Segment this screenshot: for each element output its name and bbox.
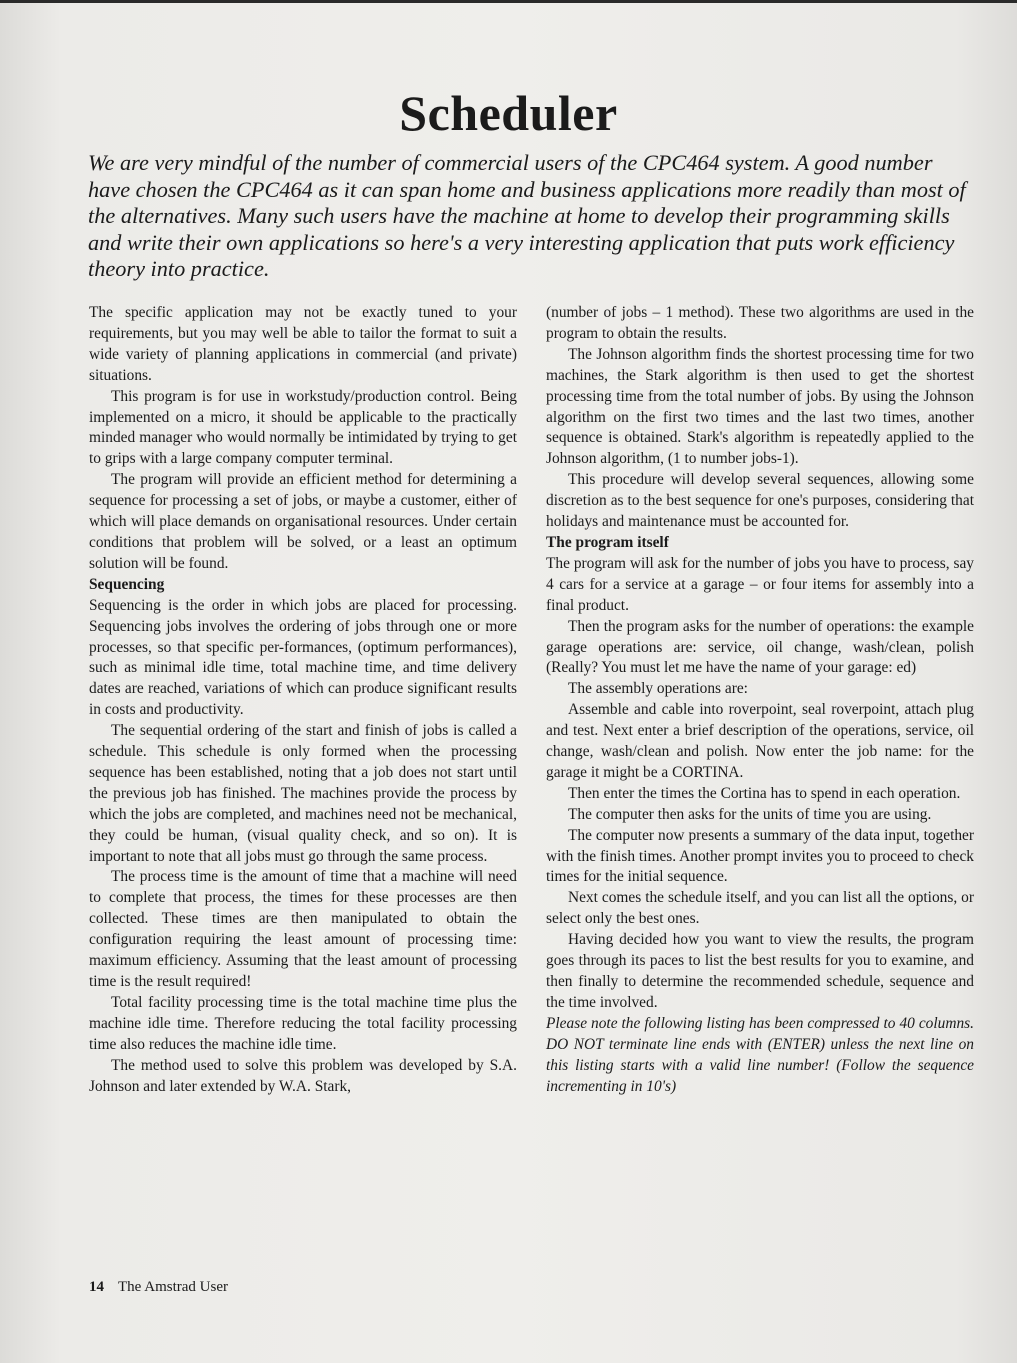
paragraph: Assemble and cable into roverpoint, seal roverpoint, attach plug and test. Next enter a brief description of the operations, service, oil change, wash/clean and polish. Now enter the job name: for the garage it might be a CORTINA. <box>546 701 974 781</box>
paragraph: The program will ask for the number of jobs you have to process, say 4 cars for a service at a garage – or four items for assembly into a final product. <box>546 554 974 614</box>
paragraph: This program is for use in workstudy/production control. Being implemented on a micro, it should be applicable to the practically minded manager who would normally be intimidated by trying to get to grips with a large company computer terminal. <box>89 387 517 468</box>
paragraph: Total facility processing time is the total machine time plus the machine idle time. Therefore reducing the total facility processing time also reduces the machine idle time. <box>89 993 517 1053</box>
section-heading-sequencing: Sequencing <box>89 575 165 593</box>
paragraph: Sequencing is the order in which jobs are placed for processing. Sequencing jobs involves the ordering of jobs through one or more processes, so that specific per-formances, (optimum performances), such as minimal idle time, total machine time, and time delivery dates are reached, variations of which can produce significant results in costs and productivity. <box>89 596 517 719</box>
paragraph: Next comes the schedule itself, and you can list all the options, or select only the best ones. <box>546 889 974 928</box>
paragraph: The Johnson algorithm finds the shortest processing time for two machines, the Stark algorithm is then used to get the shortest processing time from the total number of jobs. By using the Johnson algorithm on the first two times and the last two times, another sequence is obtained. Stark's algorithm is repeatedly applied to the Johnson algorithm, (1 to number jobs-1). <box>546 345 974 468</box>
paragraph: Then the program asks for the number of operations: the example garage operations are: service, oil change, wash/clean, polish (Really? You must let me have the name of your garage: ed) <box>546 617 974 677</box>
listing-note: Please note the following listing has been compressed to 40 columns. DO NOT terminate line ends with (ENTER) unless the next line on this listing starts with a valid line number! (Follow the sequence incrementing in 10's) <box>546 1014 974 1095</box>
top-border-line <box>0 0 1017 3</box>
paragraph: The assembly operations are: <box>568 680 748 698</box>
left-column <box>89 303 517 1097</box>
paragraph: The specific application may not be exactly tuned to your requirements, but you may well be able to tailor the format to suit a wide variety of planning applications in commercial (and private) situations. <box>89 304 517 384</box>
paragraph: (number of jobs – 1 method). These two algorithms are used in the program to obtain the results. <box>546 304 974 342</box>
article-title: Scheduler <box>399 85 618 141</box>
paragraph: The computer now presents a summary of the data input, together with the finish times. Another prompt invites you to proceed to check times for the initial sequence. <box>546 826 974 886</box>
publication-name: The Amstrad User <box>118 1279 228 1295</box>
page-number: 14 <box>89 1279 104 1295</box>
section-heading-program: The program itself <box>546 533 669 551</box>
paragraph: Having decided how you want to view the results, the program goes through its paces to list the best results for you to examine, and then finally to determine the recommended schedule, sequence and the time involved. <box>546 931 974 1011</box>
paragraph: This procedure will develop several sequences, allowing some discretion as to the best sequence for one's purposes, considering that holidays and maintenance must be accounted for. <box>546 471 974 531</box>
paragraph: The method used to solve this problem was developed by S.A. Johnson and later extended by W.A. Stark, <box>89 1056 517 1095</box>
right-column <box>546 303 974 1097</box>
article-intro: We are very mindful of the number of commercial users of the CPC464 system. A good number have chosen the CPC464 as it can span home and business applications more readily than most of the alternatives. Many such users have the machine at home to develop their programming skills and write their own applications so here's a very interesting application that puts work efficiency theory into practice. <box>88 150 966 281</box>
paragraph: The process time is the amount of time that a machine will need to complete that process, the times for these processes are then collected. These times are then manipulated to obtain the configuration requiring the least amount of processing time: maximum efficiency. Assuming that the least amount of processing time is the result required! <box>89 868 517 990</box>
page-footer <box>89 1279 228 1296</box>
paragraph: The computer then asks for the units of time you are using. <box>568 805 932 823</box>
paragraph: Then enter the times the Cortina has to spend in each operation. <box>568 784 961 802</box>
paragraph: The sequential ordering of the start and finish of jobs is called a schedule. This schedule is only formed when the processing sequence has been established, noting that a job does not start until the previous job has finished. The machines provide the process by which the jobs are completed, and machines need not be mechanical, they could be human, (visual quality check, and so on). It is important to note that all jobs must go through the same process. <box>89 722 517 865</box>
paragraph: The program will provide an efficient method for determining a sequence for processing a set of jobs, or maybe a customer, either of which will place demands on organisational resources. Under certain conditions that problem will be solved, or a least an optimum solution will be found. <box>89 471 517 572</box>
